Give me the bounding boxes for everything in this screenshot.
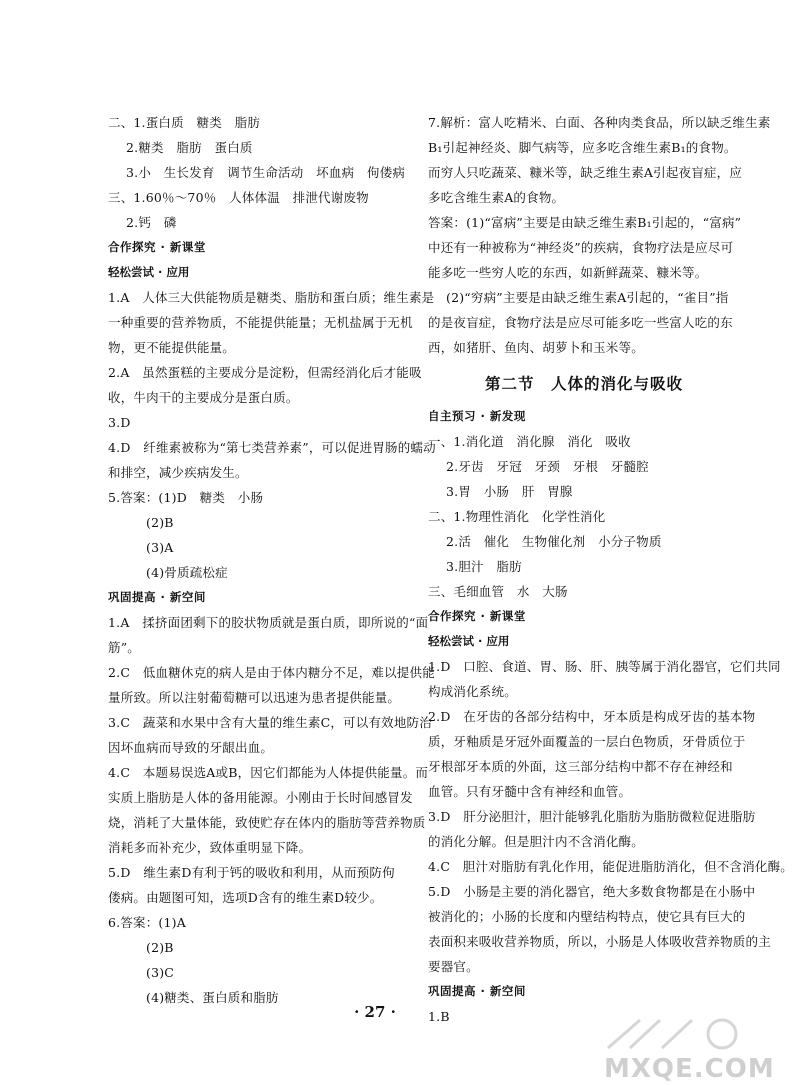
watermark-text: MXQE.COM <box>604 1054 775 1084</box>
text-line: (2)B <box>146 940 174 955</box>
text-line: 质，牙釉质是牙冠外面覆盖的一层白色物质，牙骨质位于 <box>428 734 746 749</box>
text-line: 3.D 肝分泌胆汁，胆汁能够乳化脂肪为脂肪微粒促进脂肪 <box>428 809 756 824</box>
section-heading: 合作探究 · 新课堂 <box>428 609 526 623</box>
text-line: 三、1.60％～70％ 人体体温 排泄代谢废物 <box>108 190 369 205</box>
text-line: 一种重要的营养物质，不能提供能量；无机盐属于无机 <box>108 315 413 330</box>
text-line: 被消化的；小肠的长度和内壁结构特点，使它具有巨大的 <box>428 909 746 924</box>
text-line: 量所致。所以注射葡萄糖可以迅速为患者提供能量。 <box>108 690 401 705</box>
text-line: 1.A 人体三大供能物质是糖类、脂肪和蛋白质；维生素是 <box>108 290 435 305</box>
text-line: 多吃含维生素A的食物。 <box>428 190 565 205</box>
text-line: 1.A 揉挤面团剩下的胶状物质就是蛋白质，即所说的“面 <box>108 615 429 630</box>
text-line: 三、毛细血管 水 大肠 <box>428 584 568 599</box>
text-line: 5.答案：(1)D 糖类 小肠 <box>108 490 264 505</box>
section-heading: 自主预习 · 新发现 <box>428 409 526 423</box>
text-line: 实质上脂肪是人体的备用能源。小刚由于长时间感冒发 <box>108 790 413 805</box>
text-line: 6.答案：(1)A <box>108 915 186 930</box>
section-heading: 合作探究 · 新课堂 <box>108 240 206 254</box>
text-line: 西，如猪肝、鱼肉、胡萝卜和玉米等。 <box>428 340 644 355</box>
text-line: (4)骨质疏松症 <box>146 565 228 580</box>
text-line: 表面积来吸收营养物质，所以，小肠是人体吸收营养物质的主 <box>428 934 771 949</box>
text-line: 4.D 纤维素被称为“第七类营养素”，可以促进胃肠的蠕动 <box>108 440 436 455</box>
text-line: 3.小 生长发育 调节生命活动 坏血病 佝偻病 <box>126 165 406 180</box>
subsection-heading: 轻松尝试 · 应用 <box>428 634 510 648</box>
text-line: 4.C 胆汁对脂肪有乳化作用，能促进脂肪消化，但不含消化酶。 <box>428 859 793 874</box>
text-line: 2.糖类 脂肪 蛋白质 <box>126 140 253 155</box>
text-line: 1.B <box>428 1009 450 1024</box>
text-line: 的是夜盲症，食物疗法是应尽可能多吃一些富人吃的东 <box>428 315 733 330</box>
chapter-title: 第二节 人体的消化与吸收 <box>484 375 683 393</box>
text-line: 3.D <box>108 415 131 430</box>
left-column <box>108 110 436 1010</box>
text-line: 偻病。由题图可知，选项D含有的维生素D较少。 <box>108 890 383 905</box>
text-line: 1.D 口腔、食道、胃、肠、肝、胰等属于消化器官，它们共同 <box>428 659 781 674</box>
section-heading: 巩固提高 · 新空间 <box>428 984 526 998</box>
text-line: (2)B <box>146 515 174 530</box>
section-heading: 巩固提高 · 新空间 <box>108 590 206 604</box>
text-line: 7.解析：富人吃精米、白面、各种肉类食品，所以缺乏维生素 <box>428 115 771 130</box>
text-line: 构成消化系统。 <box>428 684 517 699</box>
text-line: 消耗多而补充少，致体重明显下降。 <box>108 840 312 855</box>
text-line: 4.C 本题易误选A或B，因它们都能为人体提供能量。而 <box>108 765 429 780</box>
text-line: (4)糖类、蛋白质和脂肪 <box>146 990 279 1005</box>
page-number: · 27 · <box>354 1003 396 1021</box>
text-line: 烧，消耗了大量体能，致使贮存在体内的脂肪等营养物质 <box>108 815 426 830</box>
text-line: 一、1.消化道 消化腺 消化 吸收 <box>428 434 631 449</box>
text-line: 血管。只有牙髓中含有神经和血管。 <box>428 784 632 799</box>
right-column <box>428 110 793 1029</box>
text-line: 5.D 维生素D有利于钙的吸收和利用，从而预防佝 <box>108 865 395 880</box>
text-line: 牙根部牙本质的外面，这三部分结构中都不存在神经和 <box>428 759 733 774</box>
text-line: 2.活 催化 生物催化剂 小分子物质 <box>446 534 662 549</box>
text-line: 2.牙齿 牙冠 牙颈 牙根 牙髓腔 <box>446 459 649 474</box>
text-line: 二、1.蛋白质 糖类 脂肪 <box>108 115 261 130</box>
text-line: 而穷人只吃蔬菜、糠米等，缺乏维生素A引起夜盲症，应 <box>428 165 743 180</box>
text-line: (3)A <box>146 540 174 555</box>
subsection-heading: 轻松尝试 · 应用 <box>108 265 190 279</box>
text-line: 3.胃 小肠 肝 胃腺 <box>446 484 573 499</box>
text-line: 答案：(1)“富病”主要是由缺乏维生素B₁引起的，“富病” <box>428 215 742 230</box>
text-line: 物，更不能提供能量。 <box>108 340 236 355</box>
text-line: 中还有一种被称为“神经炎”的疾病，食物疗法是应尽可 <box>428 240 734 255</box>
text-line: 能多吃一些穷人吃的东西，如新鲜蔬菜、糠米等。 <box>428 265 708 280</box>
text-line: 二、1.物理性消化 化学性消化 <box>428 509 606 524</box>
text-line: B₁引起神经炎、脚气病等，应多吃含维生素B₁的食物。 <box>428 140 737 155</box>
text-line: 5.D 小肠是主要的消化器官，绝大多数食物都是在小肠中 <box>428 884 756 899</box>
text-line: (3)C <box>146 965 175 980</box>
text-line: 2.钙 磷 <box>126 215 177 230</box>
text-line: 的消化分解。但是胆汁内不含消化酶。 <box>428 834 644 849</box>
text-line: 2.D 在牙齿的各部分结构中，牙本质是构成牙齿的基本物 <box>428 709 756 724</box>
text-line: 3.C 蔬菜和水果中含有大量的维生素C，可以有效地防治 <box>108 715 432 730</box>
text-line: 因坏血病而导致的牙龈出血。 <box>108 740 274 755</box>
text-line: 和排空，减少疾病发生。 <box>108 465 248 480</box>
text-line: 筋”。 <box>108 640 140 655</box>
text-line: 3.胆汁 脂肪 <box>446 559 522 574</box>
text-line: (2)“穷病”主要是由缺乏维生素A引起的，“雀目”指 <box>446 290 729 305</box>
text-line: 要器官。 <box>428 959 479 974</box>
text-line: 2.C 低血糖休克的病人是由于体内糖分不足，难以提供能 <box>108 665 435 680</box>
text-line: 2.A 虽然蛋糕的主要成分是淀粉，但需经消化后才能吸 <box>108 365 422 380</box>
text-line: 收，牛肉干的主要成分是蛋白质。 <box>108 390 299 405</box>
